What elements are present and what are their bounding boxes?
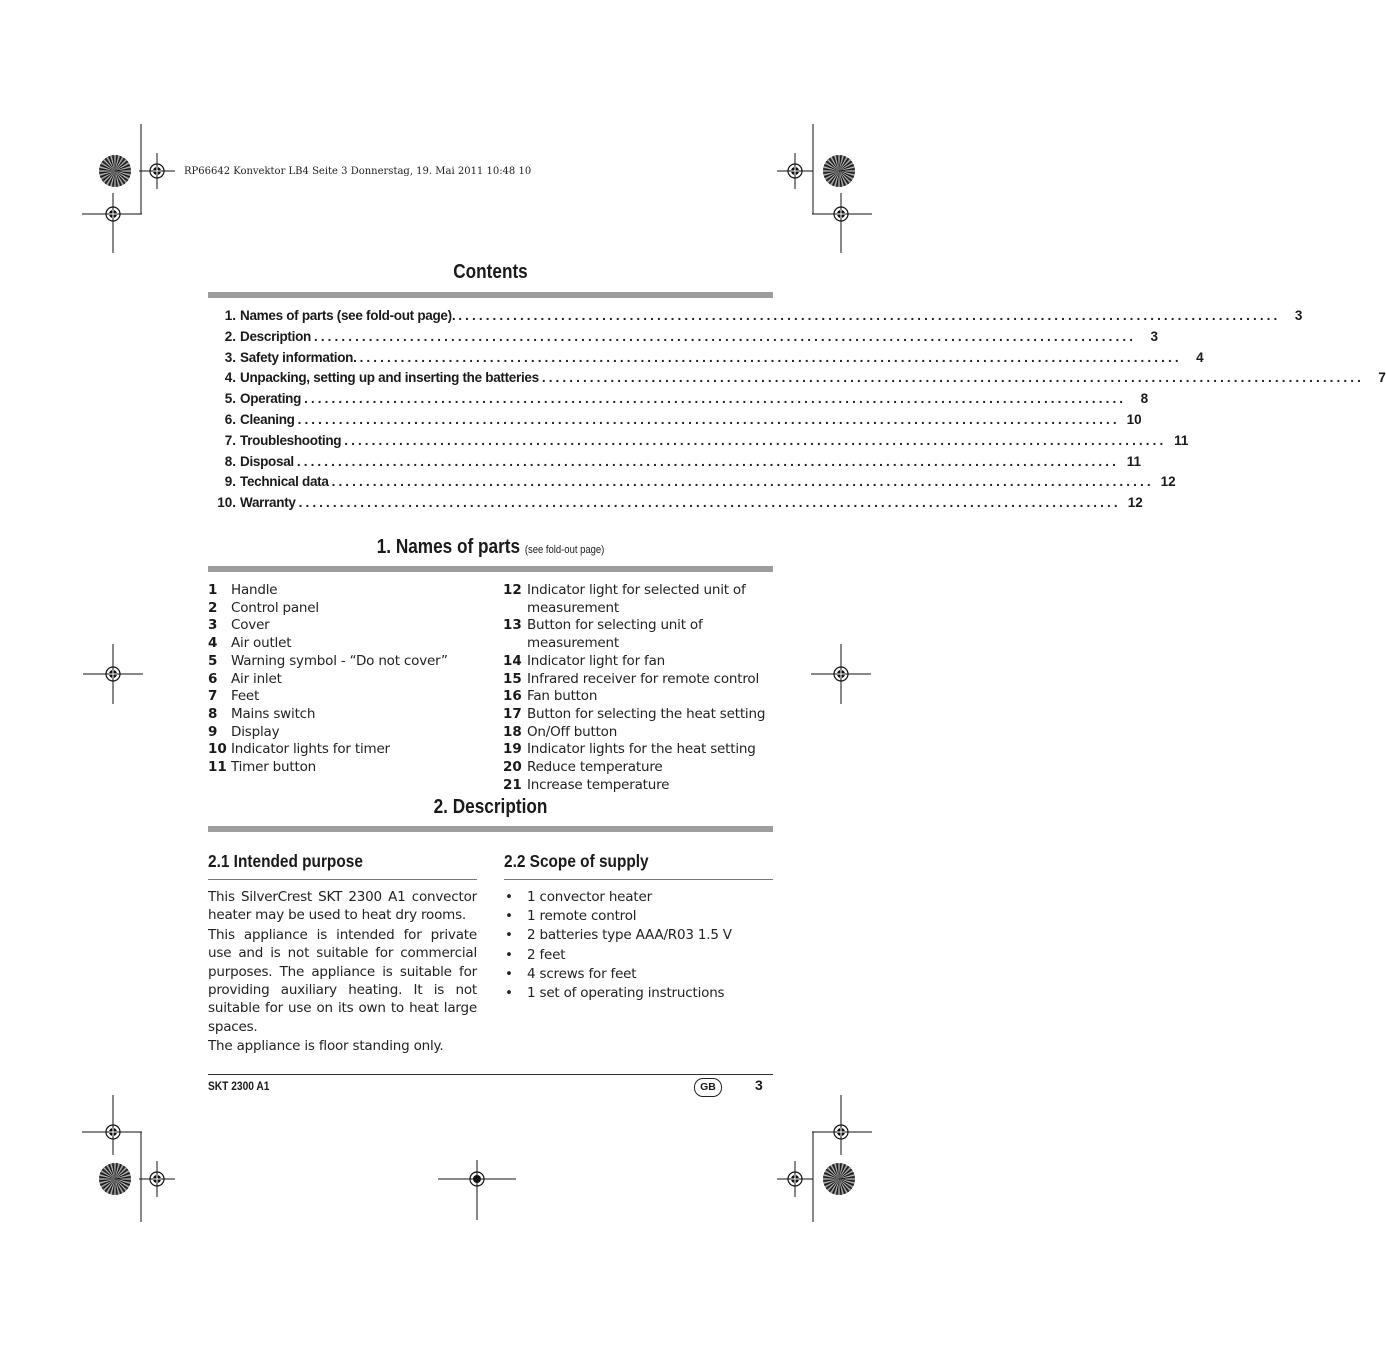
part-number: 11 [208,759,227,776]
names-of-parts-note: (see fold-out page) [524,544,605,556]
part-label: Indicator light for selected unit of measurement [527,582,746,616]
toc-title: Names of parts (see fold-out page). [240,308,456,323]
bullet: • [505,965,513,982]
toc-leader: ........................................................................................................................ [541,370,1364,386]
table-of-contents [208,308,1386,516]
toc-page: 12 [1127,495,1143,511]
bullet: • [505,946,513,963]
list-item [208,741,488,759]
toc-title: Technical data [240,474,329,490]
contents-divider [208,292,773,298]
registration-crosshair [83,644,143,704]
part-number: 1 [208,582,218,598]
registration-crosshair [99,200,127,228]
toc-number: 7. [224,432,236,448]
toc-number: 9. [224,474,236,490]
part-number: 14 [503,652,522,669]
list-item [503,653,775,671]
part-label: On/Off button [527,723,618,740]
toc-leader: ........................................................................................................................ [297,411,1120,427]
names-of-parts-heading [248,536,734,559]
list-item [505,926,732,945]
toc-number: 4. [224,370,236,386]
list-item [208,724,488,742]
part-label: Button for selecting the heat setting [527,705,766,722]
parts-list-left [208,582,488,777]
list-item [503,582,775,617]
toc-entry [208,391,1149,412]
list-item [208,759,488,777]
registration-crosshair [811,644,871,704]
part-number: 13 [503,617,522,634]
list-item [503,688,775,706]
list-item [503,724,775,742]
list-item [505,907,732,926]
intended-purpose-heading: 2.1 Intended purpose [208,851,363,871]
list-item [503,706,775,724]
toc-number: 2. [224,328,236,344]
part-label: Handle [231,582,278,598]
supply-item: 2 feet [527,946,566,963]
registration-starburst [823,1163,855,1195]
toc-leader: ........................................................................................................................ [304,391,1127,407]
toc-number: 3. [224,349,236,365]
part-label: Button for selecting unit of measurement [527,617,703,652]
toc-page: 3 [1294,308,1303,323]
toc-page: 7 [1378,370,1386,386]
toc-leader: ........................................................................................................................ [331,474,1154,490]
supply-item: 2 batteries type AAA/R03 1.5 V [527,927,732,944]
toc-entry [208,308,1303,329]
scope-of-supply-heading: 2.2 Scope of supply [504,851,649,871]
part-label: Display [231,723,280,740]
list-item [208,688,488,706]
list-item [208,706,488,724]
intended-purpose-rule [208,879,477,880]
parts-list-right [503,582,775,794]
toc-page: 8 [1140,391,1149,407]
part-label: Fan button [527,688,598,705]
footer-rule [208,1074,773,1075]
list-item [208,582,488,600]
part-label: Indicator lights for the heat setting [527,741,756,758]
toc-title: Troubleshooting [240,432,342,448]
toc-entry [208,453,1141,475]
bullet: • [505,889,513,905]
part-number: 7 [208,688,218,705]
toc-number: 1. [224,308,236,323]
part-label: Cover [231,617,270,634]
registration-crosshair [777,153,813,189]
toc-title: Disposal [240,453,294,469]
part-label: Indicator lights for timer [231,741,390,758]
toc-title: Unpacking, setting up and inserting the batteries [240,370,539,386]
toc-page: 11 [1126,453,1141,469]
footer-model: SKT 2300 A1 [208,1079,270,1093]
part-number: 4 [208,635,218,652]
toc-leader: ........................................................................................................................ [313,328,1137,344]
list-item [505,888,732,907]
part-number: 17 [503,705,522,722]
toc-entry [208,432,1189,454]
bullet: • [505,908,513,925]
registration-crosshair [139,153,175,189]
registration-crosshair [139,1161,175,1197]
part-label: Indicator light for fan [527,652,665,669]
list-item [208,617,488,635]
toc-number: 10. [217,495,236,511]
part-label: Air outlet [231,635,292,652]
registration-crosshair [99,1118,127,1146]
toc-leader: ........................................................................................................................ [296,453,1119,469]
toc-entry [208,411,1142,433]
supply-item: 1 convector heater [527,889,652,905]
description-divider [208,826,773,832]
intended-purpose-text [208,888,477,1057]
toc-title: Safety information. [240,349,357,365]
list-item [208,653,488,671]
names-of-parts-title: 1. Names of parts [376,536,521,558]
toc-page: 12 [1160,474,1176,490]
part-number: 2 [208,599,218,616]
scope-of-supply-list [505,888,732,1003]
toc-entry [208,474,1176,495]
description-heading: 2. Description [433,796,548,818]
toc-page: 11 [1174,432,1189,448]
part-label: Air inlet [231,670,282,687]
contents-heading: Contents [453,261,528,283]
toc-page: 3 [1150,328,1159,344]
names-of-parts-divider [208,566,773,572]
part-number: 10 [208,741,227,758]
registration-crosshair [827,1118,855,1146]
registration-crosshair [777,1161,813,1197]
list-item [505,965,732,984]
registration-crosshair [827,200,855,228]
toc-title: Cleaning [240,411,295,427]
part-number: 12 [503,582,522,598]
toc-leader: ........................................................................................................................ [344,432,1167,448]
language-badge: GB [694,1078,722,1097]
toc-page: 4 [1196,349,1204,365]
list-item [503,741,775,759]
part-number: 18 [503,723,522,740]
part-label: Timer button [231,759,317,776]
part-number: 8 [208,705,218,722]
part-label: Feet [231,688,260,705]
bullet: • [505,927,513,944]
toc-number: 6. [224,411,236,427]
toc-leader: ........................................................................................................................ [359,349,1182,365]
list-item [505,984,732,1003]
part-label: Warning symbol - “Do not cover” [231,652,448,669]
toc-entry [208,328,1159,350]
toc-entry [208,349,1204,371]
part-number: 19 [503,741,522,758]
paragraph: The appliance is floor standing only. [208,1038,444,1055]
part-number: 15 [503,670,522,687]
scope-of-supply-rule [504,879,773,880]
part-label: Increase temperature [527,776,670,793]
toc-number: 5. [224,391,236,407]
registration-starburst [99,1163,131,1195]
toc-title: Operating [240,391,302,407]
part-number: 16 [503,688,522,705]
list-item [503,671,775,689]
toc-title: Warranty [240,495,296,511]
list-item [208,635,488,653]
toc-entry [208,495,1143,516]
supply-item: 4 screws for feet [527,965,637,982]
print-header: RP66642 Konvektor LB4 Seite 3 Donnerstag, 19. Mai 2011 10:48 10 [184,166,532,177]
list-item [503,777,775,795]
registration-starburst [823,155,855,187]
paragraph: This SilverCrest SKT 2300 A1 convector heater may be used to heat dry rooms. [208,889,477,924]
toc-title: Description [240,328,311,344]
part-label: Infrared receiver for remote control [527,670,760,687]
page-number: 3 [755,1077,763,1093]
part-label: Mains switch [231,705,316,722]
toc-leader: ........................................................................................................................ [298,495,1121,511]
registration-starburst [99,155,131,187]
part-number: 3 [208,617,218,634]
list-item [505,946,732,965]
part-number: 9 [208,723,218,740]
part-number: 21 [503,776,522,793]
toc-number: 8. [224,453,236,469]
part-label: Control panel [231,599,319,616]
list-item [503,617,775,652]
toc-entry [208,370,1386,391]
part-number: 6 [208,670,218,687]
list-item [208,600,488,618]
list-item [503,759,775,777]
part-number: 5 [208,652,218,669]
list-item [208,671,488,689]
part-label: Reduce temperature [527,759,663,776]
bullet: • [505,985,513,1002]
paragraph: This appliance is intended for private use and is not suitable for commercial purposes. The appliance is suitable for providing auxiliary heating. It is not suitable for use on its own to heat large spaces. [208,927,477,1035]
toc-leader: ........................................................................................................................ [458,308,1281,323]
supply-item: 1 set of operating instructions [527,985,725,1002]
toc-page: 10 [1126,411,1142,427]
supply-item: 1 remote control [527,908,637,925]
part-number: 20 [503,759,522,776]
